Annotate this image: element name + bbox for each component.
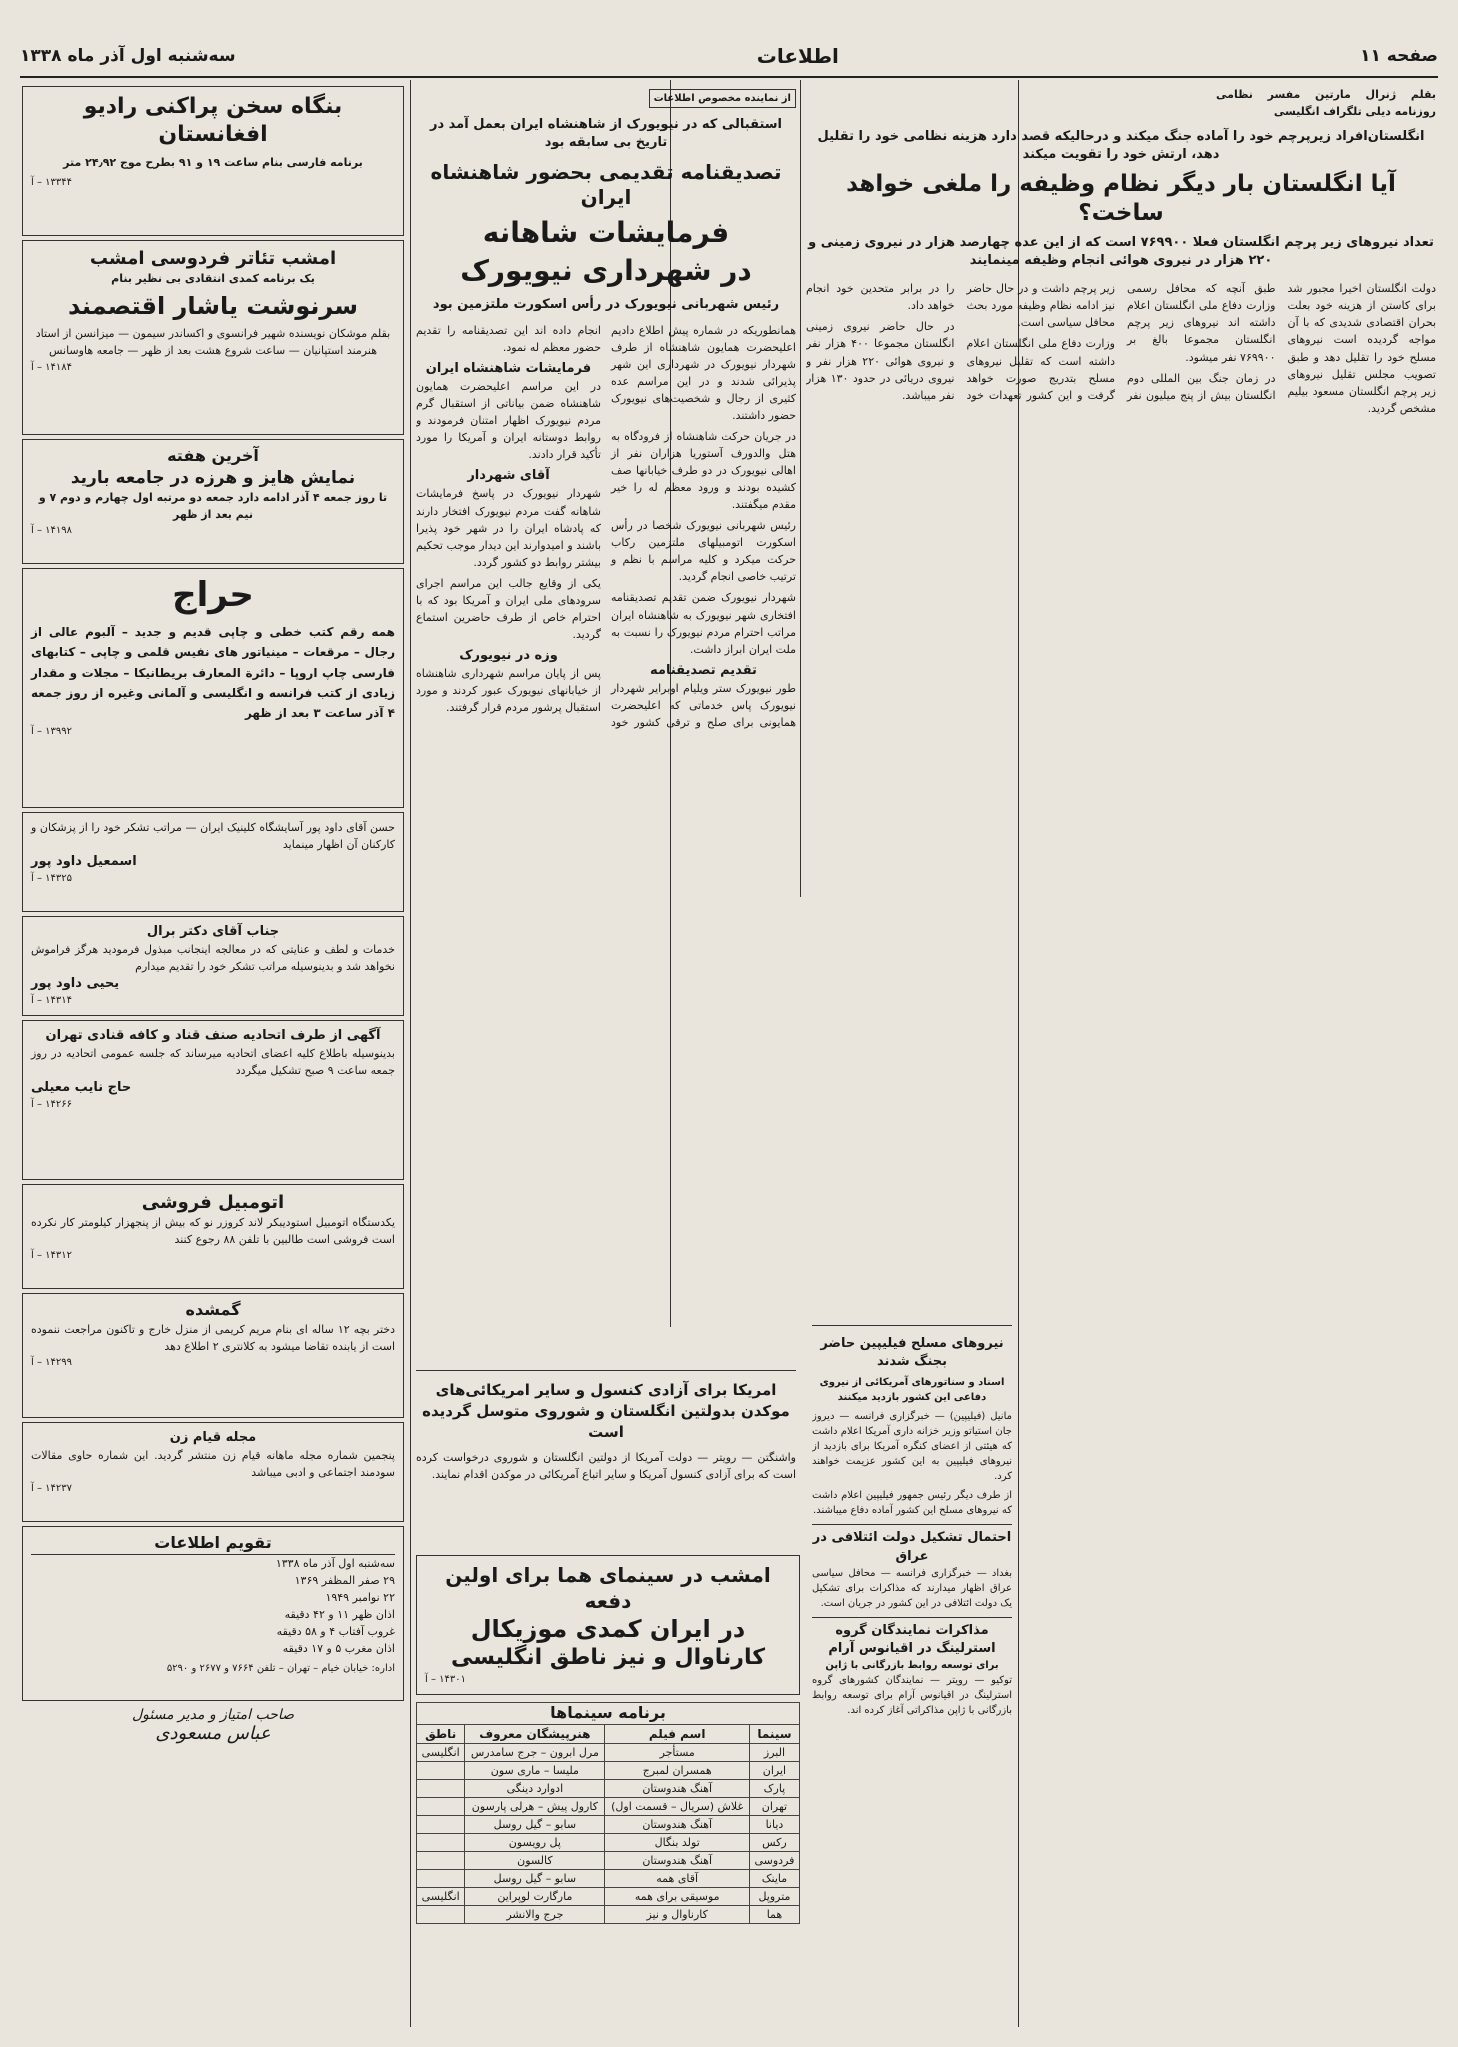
paragraph: رئیس شهربانی نیویورک شخصا در رأس اسکورت اتومبیلهای ملتزمین رکاب حرکت میکرد و کلیه مراسم با نظم و ترتیب خاصی انجام گردید. xyxy=(611,519,796,584)
paragraph: طور نیویورک ستر ویلیام اوبرایر شهردار نیویورک پاس خدماتی که اعلیحضرت همایونی برای صلح و ترقی کشور خود انجام داده اند این تصدیقنامه را تقدیم حضور معظم له نمود. xyxy=(416,323,796,729)
cell: انگلیسی xyxy=(417,1887,465,1905)
table-row xyxy=(417,1833,800,1851)
cell xyxy=(417,1833,465,1851)
ad-line: در ایران کمدی موزیکال xyxy=(470,1615,746,1643)
cell: پل رویسون xyxy=(465,1833,605,1851)
radio-afghanistan-ad xyxy=(22,86,404,236)
article-headline: فرمایشات شاهانه xyxy=(482,216,730,250)
cell: جرج والانشر xyxy=(465,1905,605,1923)
ad-code: ۱۳۹۹۲ – آ xyxy=(31,725,72,737)
ad-text: پنجمین شماره مجله ماهانه قیام زن منتشر گردید. این شماره حاوی مقالات سودمند اجتماعی و ادبی میباشد xyxy=(31,1449,395,1480)
cinema-homa-ad xyxy=(416,1555,800,1695)
ad-title: گمشده xyxy=(185,1300,241,1319)
cell: فردوسی xyxy=(749,1851,799,1869)
column-header: سینما xyxy=(749,1724,799,1743)
cell: ماینک xyxy=(749,1869,799,1887)
article-kicker: استقبالی که در نیویورک از شاهنشاه ایران بعمل آمد در تاریخ بی سابقه بود xyxy=(429,117,782,151)
paragraph: مانیل (فیلیپین) — خبرگزاری فرانسه — دیروز جان استیاتو وزیر خزانه داری آمریکا اعلام داشت که هیئتی از اعضای کنگره آمریکا برای بازدید از نیروهای فیلیپین به این کشور عزیمت خواهند کرد. xyxy=(812,1411,1012,1483)
article-body xyxy=(806,280,1436,416)
cell: کالسون xyxy=(465,1851,605,1869)
ad-title: آگهی از طرف اتحادیه صنف قناد و کافه قنادی تهران xyxy=(45,1028,381,1043)
cell xyxy=(417,1797,465,1815)
table-row xyxy=(417,1761,800,1779)
article-headline: نیروهای مسلح فیلیپین حاضر بجنگ شدند xyxy=(820,1336,1004,1370)
paragraph: دولت انگلستان اخیرا مجبور شد برای کاستن از هزینه خود بعلت بحران اقتصادی شدیدی که با آن مواجه گردیده است نیروهای مسلح خود را تقلیل دهد و طبق تصویب مجلس تقلیل نیروهای زیر پرچم انگلستان مسعود بیلیم مشخص گردید. xyxy=(1287,282,1436,415)
calendar-title: تقویم اطلاعات xyxy=(31,1533,395,1555)
cell: کارناوال و نیز xyxy=(605,1905,749,1923)
paragraph: همانطوریکه در شماره پیش اطلاع دادیم اعلیحضرت همایون شاهنشاه از طرف شهردار نیویورک در شهرداری این شهر پذیرائی شدند و در این مراسم عده کثیری از رجال و شخصیت‌های نیویورک حضور داشتند. xyxy=(611,323,796,422)
cell: انگلیسی xyxy=(417,1743,465,1761)
ad-title: اتومبیل فروشی xyxy=(141,1192,285,1213)
ad-title: جناب آقای دکتر برال xyxy=(146,924,280,939)
cinema-title: برنامه سینماها xyxy=(416,1702,800,1724)
paper-name: اطلاعات xyxy=(756,44,839,68)
article-subhead: رئیس شهربانی نیویورک در رأس اسکورت ملتزمین بود xyxy=(432,296,780,312)
calendar-row: ۲۲ نوامبر ۱۹۴۹ xyxy=(325,1590,395,1604)
paragraph: شهردار نیویورک در پاسخ فرمایشات شاهانه گفت مردم نیویورک افتخار دارند که پادشاه ایران را در شهر خود پذیرا باشند و امیدوارند این دیدار موجب تحکیم بیشتر روابط دو کشور گردد. xyxy=(416,487,601,569)
ad-top: امشب تئاتر فردوسی امشب xyxy=(89,248,337,269)
paragraph: در این مراسم اعلیحضرت همایون شاهنشاه ضمن بیاناتی از استقبال گرم مردم نیویورک اظهار امتنان فرمودند و روابط دوستانه ایران و آمریکا را مورد تأکید قرار دادند. xyxy=(416,380,601,462)
paragraph: وزارت دفاع ملی انگلستان اعلام داشته است که تقلیل نیروهای مسلح بتدریج صورت خواهد گرفت و این کشور تعهدات خود را در برابر متحدین خود انجام خواهد داد. xyxy=(806,282,1115,402)
cell: متروپل xyxy=(749,1887,799,1905)
col-ads xyxy=(22,86,404,2036)
ad-code: ۱۴۲۹۹ – آ xyxy=(31,1356,72,1368)
col-defense-article xyxy=(806,86,1436,1326)
ad-sign: حاج نایب معیلی xyxy=(31,1080,132,1096)
cell: آهنگ هندوستان xyxy=(605,1779,749,1797)
col-shah-article xyxy=(416,86,796,1366)
cell: ملیسا – ماری سون xyxy=(465,1761,605,1779)
confectioners-union-ad xyxy=(22,1020,404,1180)
calendar-row: اذان ظهر ۱۱ و ۴۲ دقیقه xyxy=(284,1607,395,1621)
table-row xyxy=(417,1743,800,1761)
ad-code: ۱۴۳۱۲ – آ xyxy=(31,1250,72,1262)
cell: البرز xyxy=(749,1743,799,1761)
publisher-label: صاحب امتیاز و مدیر مسئول xyxy=(131,1707,295,1723)
ad-text: دختر بچه ۱۲ ساله ای بنام مریم کریمی از منزل خارج و تاکنون مراجعت ننموده است از یابنده تقاضا میشود به کلانتری ۲ اطلاع دهد xyxy=(31,1322,396,1353)
table-row xyxy=(417,1797,800,1815)
section-title: آقای شهردار xyxy=(467,468,550,484)
page-header xyxy=(20,36,1438,78)
ad-text: بدینوسیله باطلاع کلیه اعضای اتحادیه میرساند که جلسه عمومی اتحادیه در روز جمعه ساعت ۹ صبح تشکیل میگردد xyxy=(31,1047,395,1078)
ad-text: تا روز جمعه ۴ آذر ادامه دارد جمعه دو مرتبه اول چهارم و دوم ۷ و نیم بعد از ظهر xyxy=(38,490,388,521)
column-header: هنرپیشگان معروف xyxy=(465,1724,605,1743)
ad-code: ۱۴۲۶۶ – آ xyxy=(31,1099,72,1111)
ad-code: ۱۴۳۲۵ – آ xyxy=(31,873,72,885)
cell: آقای همه xyxy=(605,1869,749,1887)
article-headline: مذاکرات نمایندگان گروه استرلینگ در اقیانوس آرام xyxy=(812,1617,1012,1658)
ad-text: حسن آقای داود پور آسایشگاه کلینیک ایران — مراتب تشکر خود را از پزشکان و کارکنان آن اظهار مینماید xyxy=(31,821,395,852)
table-row xyxy=(417,1905,800,1923)
article-headline: امریکا برای آزادی کنسول و سایر امریکائی‌های موکدن بدولتین انگلستان و شوروی متوسل گردیده است xyxy=(422,1381,790,1441)
article-source: بقلم ژنرال مارتین مفسر نظامی روزنامه دیلی تلگراف انگلیسی xyxy=(1216,88,1436,119)
cinema-table xyxy=(416,1724,800,1924)
calendar-row: غروب آفتاب ۴ و ۵۸ دقیقه xyxy=(276,1624,395,1638)
ad-code: ۱۴۱۹۸ – آ xyxy=(31,524,72,536)
cell: کارول پیش – هرلی پارسون xyxy=(465,1797,605,1815)
cell: آهنگ هندوستان xyxy=(605,1815,749,1833)
table-row xyxy=(417,1887,800,1905)
ad-headline: نمایش هایز و هرزه در جامعه بارید xyxy=(70,467,356,488)
auction-ad xyxy=(22,568,404,808)
cell: آهنگ هندوستان xyxy=(605,1851,749,1869)
article-subhead: اسناد و سناتورهای آمریکائی از نیروی دفاعی این کشور بازدید میکنند xyxy=(819,1377,1005,1404)
table-row xyxy=(417,1779,800,1797)
cell: تولد بنگال xyxy=(605,1833,749,1851)
ad-code: ۱۴۲۳۷ – آ xyxy=(31,1483,72,1495)
cell: هما xyxy=(749,1905,799,1923)
table-row xyxy=(417,1869,800,1887)
table-header-row xyxy=(417,1724,800,1743)
cell: غلاش (سریال – قسمت اول) xyxy=(605,1797,749,1815)
cell: پارک xyxy=(749,1779,799,1797)
cell: ادوارد دینگی xyxy=(465,1779,605,1797)
ad-title: بنگاه سخن پراکنی رادیو افغانستان xyxy=(83,94,343,147)
cell xyxy=(417,1905,465,1923)
paragraph: یکی از وقایع جالب این مراسم اجرای سرودهای ملی ایران و آمریکا بود که با احترام خاص از طرف حاضرین استماع گردید. xyxy=(416,576,601,641)
paragraph: پس از پایان مراسم شهرداری شاهنشاه از خیابانهای نیویورک عبور کردند و مورد استقبال پرشور مردم قرار گرفتند. xyxy=(416,667,601,715)
paragraph: شهردار نیویورک ضمن تقدیم تصدیقنامه افتخاری شهر نیویورک به شاهنشاه ایران مراتب احترام مردم نیویورک را نسبت به ملت ایران ابراز داشت. xyxy=(611,591,796,656)
cell xyxy=(417,1815,465,1833)
ad-text: برنامه فارسی بنام ساعت ۱۹ و ۹۱ بطرح موج ۲۴٫۹۲ متر xyxy=(63,156,363,169)
section-title: فرمایشات شاهنشاه ایران xyxy=(425,360,592,376)
page-number: صفحه ۱۱ xyxy=(1360,46,1438,66)
cell: مارگارت لوپراین xyxy=(465,1887,605,1905)
paragraph: در زمان جنگ بین المللی دوم انگلستان بیش از پنج میلیون نفر زیر پرچم داشت و در حال حاضر نیز ادامه نظام وظیفه مورد بحث محافل سیاسی است. xyxy=(966,282,1276,402)
table-row xyxy=(417,1851,800,1869)
section-title: وزه در نیویورک xyxy=(459,647,558,663)
paragraph: بغداد — خبرگزاری فرانسه — محافل سیاسی عراق اظهار میدارند که مذاکرات برای تشکیل یک دولت ائتلافی در این کشور در جریان است. xyxy=(812,1567,1012,1609)
ad-line: امشب در سینمای هما برای اولین دفعه xyxy=(445,1563,771,1613)
ad-title: سرنوشت یاشار اقتصمند xyxy=(68,292,358,321)
last-week-ad xyxy=(22,439,404,564)
cell: رکس xyxy=(749,1833,799,1851)
correspondent-label: از نماینده مخصوص اطلاعات xyxy=(649,89,796,108)
cell: سابو – گیل روسل xyxy=(465,1869,605,1887)
article-headline: تصدیقنامه تقدیمی بحضور شاهنشاه ایران xyxy=(430,160,782,210)
address: اداره: خیابان خیام – تهران – تلفن ۷۶۶۴ و ۲۶۷۷ و ۵۲۹۰ xyxy=(166,1663,395,1675)
theater-ferdowsi-ad xyxy=(22,240,404,435)
mukden-article xyxy=(416,1380,796,1550)
cinema-program xyxy=(416,1702,800,2032)
article-headline: در شهرداری نیویورک xyxy=(460,253,752,287)
article-subhead: تعداد نیروهای زیر پرچم انگلستان فعلا ۷۶۹۹۰۰ است که از این عده چهارصد هزار در نیروی زمینی و ۲۲۰ هزار در نیروی هوائی انجام وظیفه مینمایند xyxy=(808,234,1434,269)
article-kicker: انگلستان‌افراد زیرپرچم خود را آماده جنگ میکند و درحالیکه قصد دارد هزینه نظامی خود را تقلیل دهد، ارتش خود را تقویت میکند xyxy=(817,129,1425,163)
cell: مستأجر xyxy=(605,1743,749,1761)
calendar-box xyxy=(22,1526,404,1701)
publisher-block xyxy=(22,1707,404,1744)
cell xyxy=(417,1761,465,1779)
paragraph: واشنگتن — رویتر — دولت آمریکا از دولتین انگلستان و شوروی درخواست کرده است که برای آزادی کنسول آمریکا و سایر اتباع آمریکائی در موکدن اقدام نمایند. xyxy=(416,1451,796,1482)
ad-text: همه رقم کتب خطی و چاپی قدیم و جدید – آلبوم عالی از رجال – مرقعات – مینیاتور های نفیس قلمی و چاپی – کتابهای فارسی چاپ اروپا – دائرة المعارف بریطانیکا – مجلات و مقدار زیادی از کتب فرانسه و انگلیسی و آلمانی وغیره از روز جمعه ۴ آذر ساعت ۳ بعد از ظهر xyxy=(31,624,395,721)
cell xyxy=(417,1779,465,1797)
section-title: تقدیم تصدیقنامه xyxy=(650,662,757,678)
ad-sign: یحیی داود پور xyxy=(31,976,120,992)
paragraph: از طرف دیگر رئیس جمهور فیلیپین اعلام داشت که نیروهای مسلح این کشور آماده دفاع میباشند. xyxy=(812,1490,1012,1517)
ad-sign: اسمعیل داود پور xyxy=(31,854,137,870)
calendar-row: اذان مغرب ۵ و ۱۷ دقیقه xyxy=(282,1642,395,1656)
ad-text: یکدستگاه اتومبیل استودیبکر لاند کروزر نو که بیش از پنجهزار کیلومتر کار نکرده است فروشی است طالبین با تلفن ۸۸ رجوع کنند xyxy=(31,1216,395,1247)
ad-title: حراج xyxy=(172,575,254,615)
cell: موسیقی برای همه xyxy=(605,1887,749,1905)
calendar-row: سه‌شنبه اول آذر ماه ۱۳۳۸ xyxy=(275,1556,395,1570)
ad-line: یک برنامه کمدی انتقادی بی نظیر بنام xyxy=(111,272,315,286)
paragraph: در حال حاضر نیروی زمینی انگلستان مجموعا ۴۰۰ هزار نفر و نیروی هوائی ۲۲۰ هزار نفر و نیروی دریائی در حدود ۱۳۰ هزار نفر میباشد. xyxy=(806,320,955,402)
column-header: ناطق xyxy=(417,1724,465,1743)
article-headline: آیا انگلستان بار دیگر نظام وظیفه را ملغی خواهد ساخت؟ xyxy=(846,171,1396,227)
ad-title: آخرین هفته xyxy=(167,446,259,465)
cell xyxy=(417,1869,465,1887)
publisher-signature: عباس مسعودی xyxy=(155,1723,271,1744)
philippines-article xyxy=(812,1335,1012,2035)
paragraph: توکیو — رویتر — نمایندگان کشورهای گروه استرلینگ در اقیانوس آرام برای توسعه روابط بازرگانی با ژاپن مذاکراتی آغاز کرده اند. xyxy=(812,1675,1012,1717)
paragraph: طبق آنچه که محافل رسمی وزارت دفاع ملی انگلستان اعلام داشته اند نیروهای زیر پرچم انگلستان مجموعا بالغ بر ۷۶۹۹۰۰ نفر میشود. xyxy=(1127,282,1276,364)
calendar-row: ۲۹ صفر المظفر ۱۳۶۹ xyxy=(294,1573,395,1587)
ad-title: مجله قیام زن xyxy=(169,1430,257,1445)
issue-date: سه‌شنبه اول آذر ماه ۱۳۳۸ xyxy=(20,46,236,66)
article-headline: احتمال تشکیل دولت ائتلافی در عراق xyxy=(812,1524,1012,1565)
ad-code: ۱۴۱۸۴ – آ xyxy=(31,361,72,373)
ad-text: خدمات و لطف و عنایتی که در معالجه اینجانب مبذول فرمودید هرگز فراموش نخواهد شد و بدینوسیله مراتب تشکر خود را تقدیم میدارم xyxy=(31,943,395,974)
cell: مرل ابرون – جرج سامدرس xyxy=(465,1743,605,1761)
cell: ایران xyxy=(749,1761,799,1779)
thanks-ad xyxy=(22,812,404,912)
article-subhead: برای توسعه روابط بازرگانی با ژاپن xyxy=(825,1660,999,1672)
cell: سابو – گیل روسل xyxy=(465,1815,605,1833)
table-row xyxy=(417,1815,800,1833)
cell xyxy=(417,1851,465,1869)
cell: همسران لمبرج xyxy=(605,1761,749,1779)
car-sale-ad xyxy=(22,1184,404,1289)
ad-code: ۱۴۳۰۱ – آ xyxy=(425,1673,466,1685)
ad-text: بقلم موشکان نویسنده شهیر فرانسوی و اکساندر سیمون — میزانسن از استاد هنرمند استپانیان — ساعت شروع هشت بعد از ظهر — جامعه هاوسانس xyxy=(35,327,391,358)
column-header: اسم فیلم xyxy=(605,1724,749,1743)
cell: دیانا xyxy=(749,1815,799,1833)
paragraph: در جریان حرکت شاهنشاه از فرودگاه به هتل والدورف آستوریا هزاران نفر از اهالی نیویورک در دو طرف خیابانها صف کشیده بودند و ورود معظم له را خیر مقدم میگفتند. xyxy=(611,430,796,512)
ad-code: ۱۳۳۴۴ – آ xyxy=(31,177,72,189)
magazine-ad xyxy=(22,1422,404,1522)
missing-person-ad xyxy=(22,1293,404,1418)
article-body xyxy=(416,322,796,731)
cell: تهران xyxy=(749,1797,799,1815)
ad-line: کارناوال و نیز ناطق انگلیسی xyxy=(450,1645,766,1670)
ad-code: ۱۴۳۱۴ – آ xyxy=(31,995,72,1007)
doctor-thanks-ad xyxy=(22,916,404,1016)
